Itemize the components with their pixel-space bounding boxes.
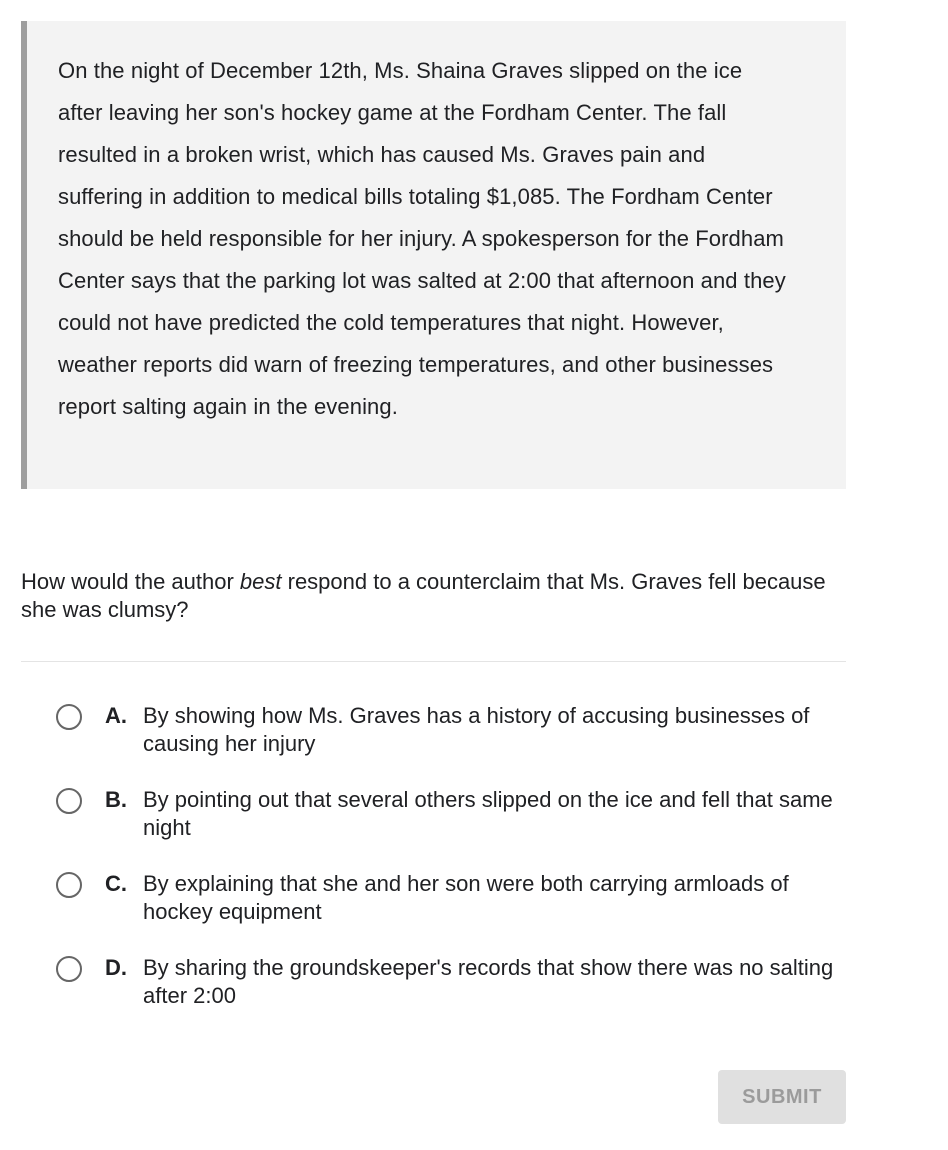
reading-passage — [21, 21, 846, 489]
option-d[interactable] — [56, 954, 856, 1010]
option-text: By sharing the groundskeeper's records that show there was no salting after 2:00 — [143, 955, 834, 1008]
radio-button-c[interactable] — [56, 872, 82, 898]
passage-text: On the night of December 12th, Ms. Shaina Graves slipped on the ice after leaving her son's hockey game at the Fordham Center. The fall resulted in a broken wrist, which has caused Ms. Graves pain and suffering in addition to medical bills totaling $1,085. The Fordham Center should be held responsible for her injury. A spokesperson for the Fordham Center says that the parking lot was salted at 2:00 that afternoon and they could not have predicted the cold temperatures that night. However, weather reports did warn of freezing temperatures, and other businesses report salting again in the evening. — [58, 58, 786, 419]
option-letter: A. — [105, 703, 127, 728]
option-text: By explaining that she and her son were both carrying armloads of hockey equipment — [143, 871, 789, 924]
option-text: By pointing out that several others slipped on the ice and fell that same night — [143, 787, 833, 840]
radio-button-b[interactable] — [56, 788, 82, 814]
option-letter: B. — [105, 787, 127, 812]
option-letter: C. — [105, 871, 127, 896]
question-prompt — [21, 568, 851, 624]
option-a[interactable] — [56, 702, 856, 758]
radio-button-a[interactable] — [56, 704, 82, 730]
answer-options — [56, 702, 856, 1038]
option-text: By showing how Ms. Graves has a history of accusing businesses of causing her injury — [143, 703, 810, 756]
question-text-start: How would the author — [21, 569, 240, 594]
submit-button[interactable]: SUBMIT — [718, 1070, 846, 1124]
option-letter: D. — [105, 955, 127, 980]
option-b[interactable] — [56, 786, 856, 842]
question-emphasis: best — [239, 569, 282, 594]
option-c[interactable] — [56, 870, 856, 926]
radio-button-d[interactable] — [56, 956, 82, 982]
question-text-end: respond to a counterclaim that Ms. Graves fell because she was clumsy? — [21, 569, 826, 622]
divider — [21, 661, 846, 662]
